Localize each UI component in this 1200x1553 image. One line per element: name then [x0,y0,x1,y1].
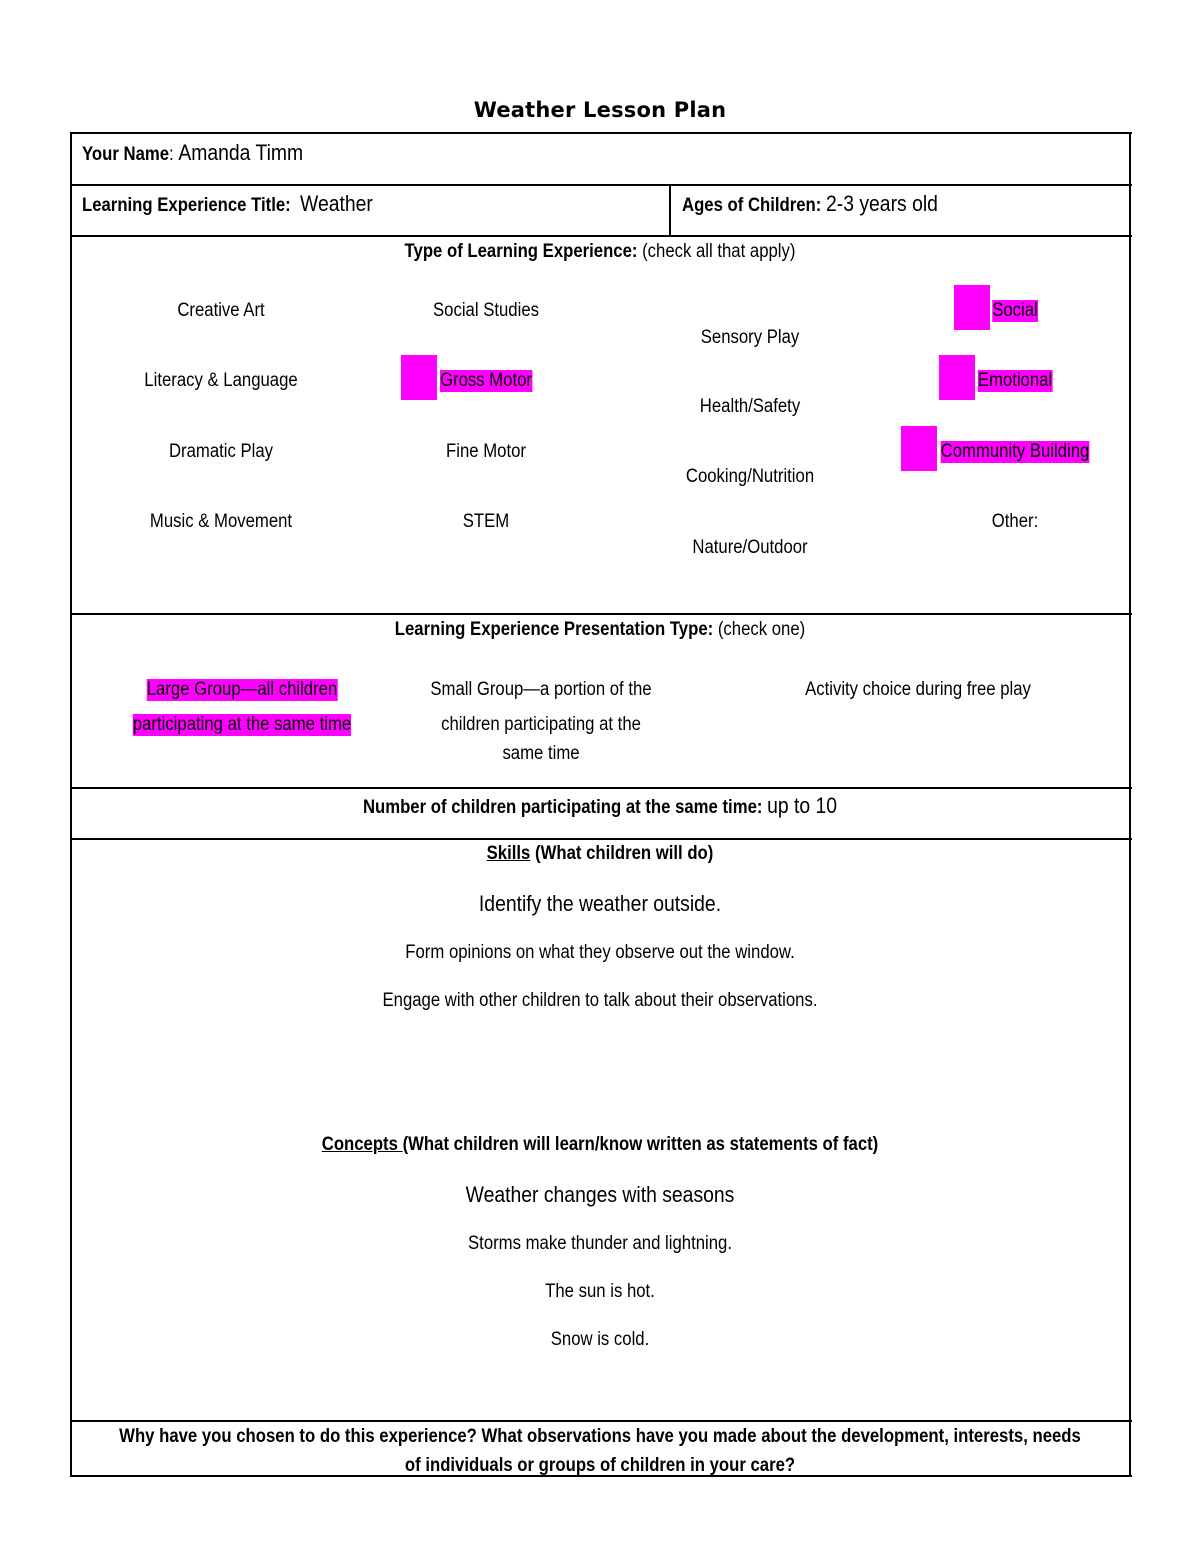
number-of-children-label: Number of children participating at the same time: [362,797,763,818]
emotional-check-mark [939,355,975,400]
concepts-heading-label: Concepts [321,1134,403,1155]
learning-title-label: Learning Experience Title: [82,195,291,216]
community-building-check-mark [901,426,937,471]
skills-heading-note: (What children will do) [530,843,714,864]
type-community-building: Community Building [940,441,1090,462]
concepts-heading [322,1134,879,1156]
social-check-mark [954,285,990,330]
presentation-heading-note: (check one) [717,619,806,640]
type-gross-motor: Gross Motor [440,370,532,391]
type-sensory-play: Sensory Play [700,327,800,348]
type-social-studies: Social Studies [433,300,539,321]
type-literacy-language: Literacy & Language [144,370,298,391]
type-emotional: Emotional [977,370,1053,391]
your-name-label: Your Name [82,144,170,165]
concept-item: Storms make thunder and lightning. [468,1233,732,1254]
type-health-safety: Health/Safety [699,396,801,417]
type-stem: STEM [462,511,510,532]
ages-row [682,191,938,217]
learning-title-value: Weather [300,191,373,216]
activity-choice: Activity choice during free play [805,679,1031,700]
skill-item: Engage with other children to talk about their observations. [382,990,818,1011]
why-question-line-1: Why have you chosen to do this experience? What observations have you made about the development, interests, needs [119,1426,1081,1447]
your-name-row [82,140,303,166]
type-other: Other: [991,511,1039,532]
skills-heading-label: Skills [486,843,531,864]
document-title: Weather Lesson Plan [473,98,727,122]
type-cooking-nutrition: Cooking/Nutrition [685,466,815,487]
small-group-line-2: children participating at the [441,714,641,735]
ages-label: Ages of Children: [682,195,822,216]
type-music-movement: Music & Movement [149,511,293,532]
ages-value: 2-3 years old [825,191,938,216]
type-creative-art: Creative Art [177,300,265,321]
concept-item: Snow is cold. [550,1329,650,1350]
type-heading [405,241,796,263]
why-question-line-2: of individuals or groups of children in your care? [404,1455,796,1476]
concept-item: The sun is hot. [545,1281,655,1302]
presentation-heading [395,619,805,641]
concepts-heading-note: (What children will learn/know written as statements of fact) [402,1134,879,1155]
type-social: Social [992,300,1038,321]
type-dramatic-play: Dramatic Play [168,441,274,462]
type-heading-label: Type of Learning Experience: [404,241,638,262]
type-heading-note: (check all that apply) [642,241,796,262]
learning-title-row [82,191,373,217]
presentation-heading-label: Learning Experience Presentation Type: [394,619,714,640]
small-group-line-1: Small Group—a portion of the [430,679,652,700]
small-group-line-3: same time [502,743,580,764]
type-fine-motor: Fine Motor [446,441,526,462]
gross-motor-check-mark [401,355,437,400]
type-nature-outdoor: Nature/Outdoor [692,537,808,558]
concept-item: Weather changes with seasons [465,1182,735,1207]
number-of-children-row [363,793,837,819]
number-of-children-value: up to 10 [767,793,838,818]
your-name-value: Amanda Timm [178,140,304,165]
large-group-line-1: Large Group—all children [146,679,338,700]
skills-heading [487,843,714,865]
large-group-line-2: participating at the same time [132,714,352,735]
skill-item: Form opinions on what they observe out the window. [405,942,795,963]
skill-item: Identify the weather outside. [478,891,722,916]
colon: : [169,144,179,165]
